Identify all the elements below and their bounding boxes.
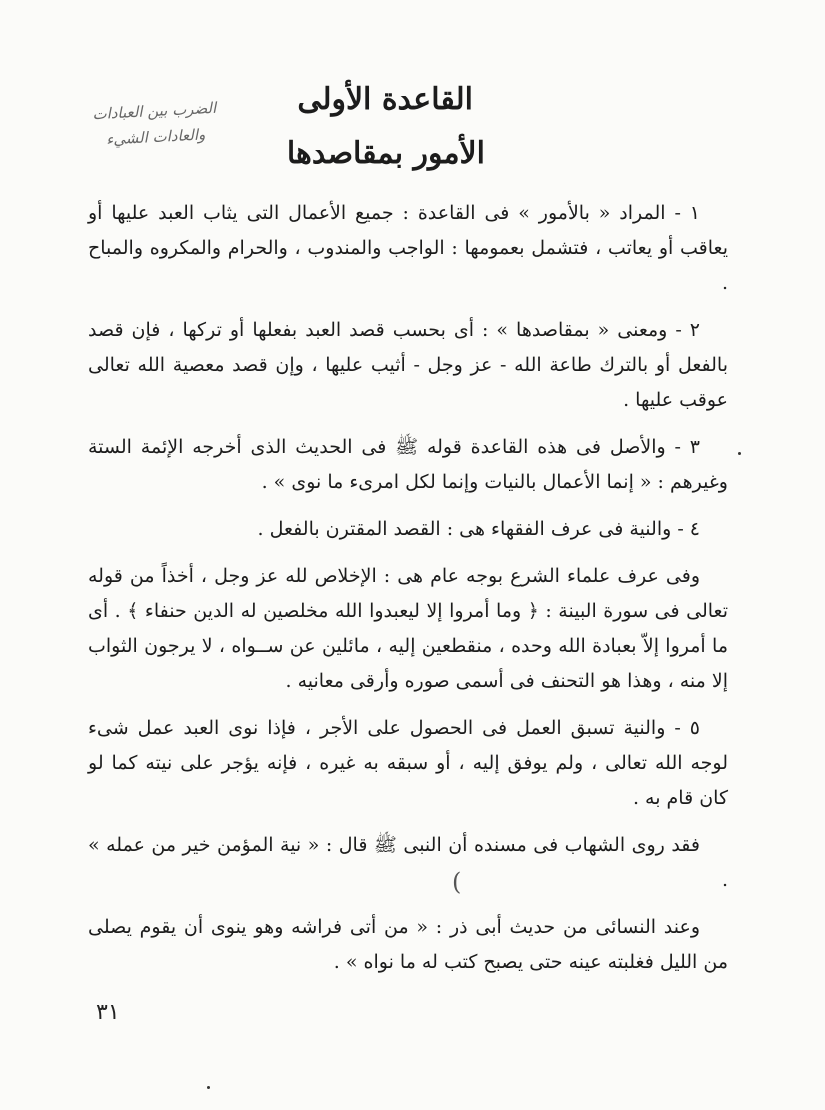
paragraph-8: وعند النسائى من حديث أبى ذر : « من أتى فراشه وهو ينوى أن يقوم يصلى من الليل فغلبته عينه حتى يصبح كتب له ما نواه » . — [88, 916, 728, 973]
paragraph-5: وفى عرف علماء الشرع بوجه عام هى : الإخلاص لله عز وجل ، أخذاً من قوله تعالى فى سورة البينة : ﴿ وما أمروا إلا ليعبدوا الله مخلصين له الدين حنفاء ﴾ . أى ما أمروا إلاّ بعبادة الله وحده ، منقطعين إليه ، مائلين عن ســواه ، لا يرجون الثواب إلا منه ، وهذا هو التحنف فى أسمى صوره وأرقى معانيه . — [88, 565, 728, 692]
margin-note-line-2: والعادات الشيء — [105, 125, 206, 149]
scan-speck — [738, 452, 741, 455]
page-number: ٣١ — [96, 1000, 120, 1025]
body-text — [88, 196, 728, 992]
page-title: القاعدة الأولى — [297, 82, 473, 117]
pencil-bracket-mark: ( — [452, 868, 462, 896]
paragraph-6: ٥ - والنية تسبق العمل فى الحصول على الأجر ، فإذا نوى العبد عمل شىء لوجه الله تعالى ، ولم يوفق إليه ، أو سبقه به غيره ، فإنه يؤجر على نيته كما لو كان قام به . — [88, 717, 728, 809]
paragraph-1: ١ - المراد « بالأمور » فى القاعدة : جميع الأعمال التى يثاب العبد عليها أو يعاقب أو يعاتب ، فتشمل بعمومها : الواجب والمندوب ، والحرام والمكروه والمباح . — [88, 202, 728, 294]
paragraph-2: ٢ - ومعنى « بمقاصدها » : أى بحسب قصد العبد بفعلها أو تركها ، فإن قصد بالفعل أو بالترك طاعة الله - عز وجل - أثيب عليها ، وإن قصد معصية الله تعالى عوقب عليها . — [88, 319, 728, 411]
page-subtitle: الأمور بمقاصدها — [286, 136, 485, 171]
scan-speck — [207, 1086, 210, 1089]
paragraph-4: ٤ - والنية فى عرف الفقهاء هى : القصد المقترن بالفعل . — [257, 518, 700, 540]
margin-note-line-1: الضرب بين العبادات — [92, 98, 217, 124]
paragraph-3: ٣ - والأصل فى هذه القاعدة قوله ﷺ فى الحديث الذى أخرجه الإئمة الستة وغيرهم : « إنما الأعمال بالنيات وإنما لكل امرىء ما نوى » . — [88, 436, 728, 493]
paragraph-7: فقد روى الشهاب فى مسنده أن النبى ﷺ قال : « نية المؤمن خير من عمله » . — [88, 834, 728, 891]
